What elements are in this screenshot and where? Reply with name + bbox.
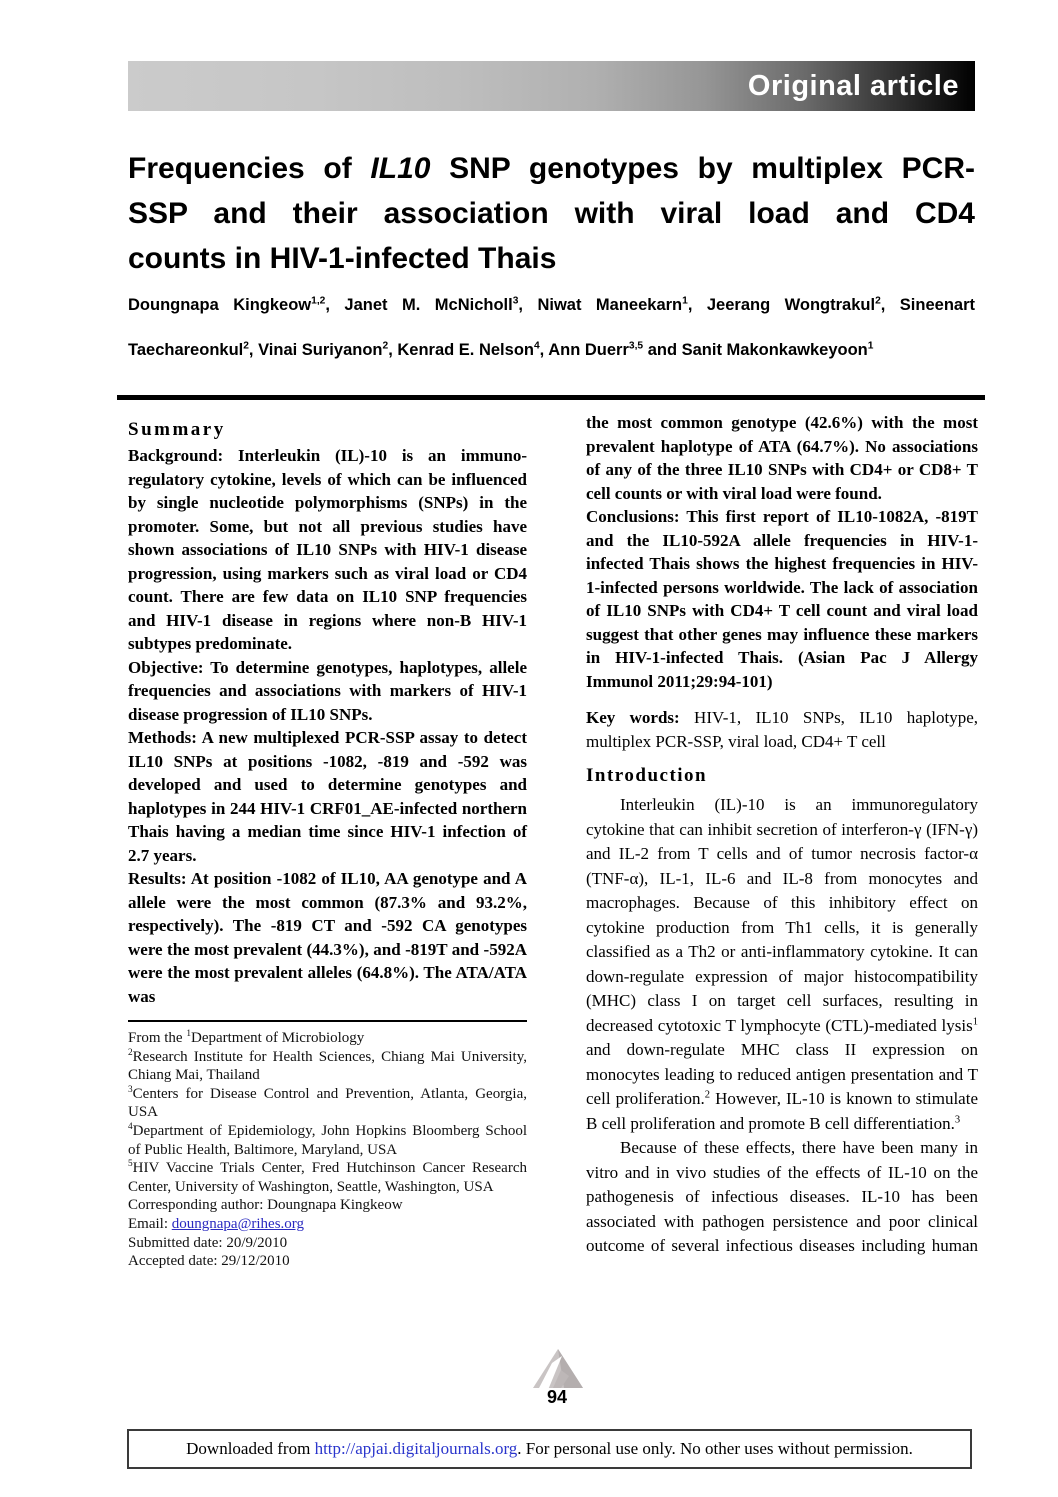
introduction-paragraph-1: Interleukin (IL)-10 is an immunoregulatory cytokine that can inhibit secretion of interferon-γ (IFN-γ) and IL-2 from T cells and of tumor necrosis factor-α (TNF-α), IL-1, IL-6 and IL-8 from monocytes and macrophages. Because of this inhibitory effect on cytokine production from Th1 cells, it is generally classified as a Th2 or anti-inflammatory cytokine. It can down-regulate expression of major histocompatibility (MHC) class I on target cell surfaces, resulting in decreased cytotoxic T lymphocyte (CTL)-mediated lysis$^1$ and down-regulate MHC class II expression on monocytes leading to reduced antigen presentation and T cell proliferation.$^2$ However, IL-10 is known to stimulate B cell proliferation and promote B cell differentiation.$^3$ [586, 795, 978, 1133]
summary-objective-paragraph: Objective: To determine genotypes, haplotypes, allele frequencies and associations with markers of HIV-1 disease progression of IL10 SNPs. [128, 657, 527, 724]
page-number: 94 [546, 1387, 568, 1407]
corresponding-author-line: Corresponding author: Doungnapa Kingkeow [128, 1197, 403, 1214]
accepted-date-line: Accepted date: 29/12/2010 [128, 1253, 290, 1270]
title-line: SSP and their association with viral load and CD4 [128, 197, 975, 230]
summary-continuation-paragraph: the most common genotype (42.6%) with the most prevalent haplotype of ATA (64.7%). No associations of any of the three IL10 SNPs with CD4+ or CD8+ T cell counts or with viral load were found. [586, 413, 978, 503]
affiliation-1: From the $^1$Department of Microbiology [128, 1029, 365, 1046]
keywords-text: HIV-1, IL10 SNPs, IL10 haplotype, multiplex PCR-SSP, viral load, CD4+ T cell [586, 708, 978, 751]
summary-background-paragraph: Background: Interleukin (IL)-10 is an immuno-regulatory cytokine, levels of which can be influenced by single nucleotide polymorphisms (SNPs) in the promoter. Some, but not all previous studies have shown associations of IL10 SNPs with HIV-1 disease progression, using markers such as viral load or CD4 count. There are few data on IL10 SNP frequencies and HIV-1 disease in regions where non-B HIV-1 subtypes predominate. [128, 446, 527, 653]
email-line [128, 1215, 527, 1234]
submitted-date-line: Submitted date: 20/9/2010 [128, 1234, 288, 1251]
affiliation-4: $^4$Department of Epidemiology, John Hopkins Bloomberg School of Public Health, Baltimore, Maryland, USA [128, 1121, 527, 1158]
keywords-label: Key words: [586, 708, 680, 727]
email-label: Email: [128, 1215, 172, 1232]
journal-url-link[interactable]: http://apjai.digitaljournals.org [314, 1439, 518, 1458]
introduction-heading: Introduction [586, 765, 708, 786]
introduction-paragraph-2: Because of these effects, there have been many in vitro and in vivo studies of the effects of IL-10 on the pathogenesis of infectious diseases. IL-10 has been associated with pathogen persistence and poor clinical outcome of several infectious diseases including human [586, 1138, 978, 1255]
author-line: Doungnapa Kingkeow$^{1,2}$, Janet M. McNicholl$^3$, Niwat Maneekarn$^1$, Jeerang Wongtrakul$^2$, Sineenart [128, 295, 975, 314]
right-column [586, 411, 978, 1259]
footnote-divider-rule [128, 1020, 527, 1022]
original-article-banner [128, 61, 975, 111]
banner-label: Original article [747, 69, 959, 102]
left-column [128, 419, 527, 1271]
article-title [128, 146, 975, 281]
apjai-triangle-logo-icon [531, 1348, 583, 1390]
affiliation-2: $^2$Research Institute for Health Sciences, Chiang Mai University, Chiang Mai, Thailand [128, 1047, 527, 1084]
author-line: Taechareonkul$^2$, Vinai Suriyanon$^2$, Kenrad E. Nelson$^4$, Ann Duerr$^{3,5}$ and Sanit Makonkawkeyoon$^1$ [128, 340, 874, 359]
title-line: Frequencies of IL10 SNP genotypes by multiplex PCR- [128, 152, 975, 185]
email-link[interactable]: doungnapa@rihes.org [171, 1215, 305, 1232]
download-pre-text: Downloaded from [186, 1439, 315, 1458]
summary-methods-paragraph: Methods: A new multiplexed PCR-SSP assay to detect IL10 SNPs at positions -1082, -819 and -592 was developed and used to determine genotypes and haplotypes in 244 HIV-1 CRF01_AE-infected northern Thais having a median time since HIV-1 infection of 2.7 years. [128, 728, 527, 865]
title-line: counts in HIV-1-infected Thais [128, 242, 557, 275]
summary-results-paragraph: Results: At position -1082 of IL10, AA genotype and A allele were the most common (87.3% and 93.2%, respectively). The -819 CT and -592 CA genotypes were the most prevalent (44.3%), and -819T and -592A were the most prevalent alleles (64.8%). The ATA/ATA was [128, 869, 527, 1006]
keywords-paragraph [586, 706, 978, 753]
download-post-text: . For personal use only. No other uses without permission. [517, 1439, 913, 1458]
summary-heading: Summary [128, 419, 226, 440]
download-notice-text [186, 1439, 913, 1459]
affiliation-5: $^5$HIV Vaccine Trials Center, Fred Hutchinson Cancer Research Center, University of Washington, Seattle, Washington, USA [128, 1159, 527, 1195]
footnotes-block [128, 1029, 527, 1271]
summary-conclusions-paragraph: Conclusions: This first report of IL10-1082A, -819T and the IL10-592A allele frequencies in HIV-1-infected Thais shows the highest frequencies in HIV-1-infected persons worldwide. The lack of association of IL10 SNPs with CD4+ T cell count and viral load suggest that other genes may influence these markers in HIV-1-infected Thais. (Asian Pac J Allergy Immunol 2011;29:94-101) [586, 507, 978, 691]
download-notice-box [127, 1429, 972, 1469]
affiliation-3: $^3$Centers for Disease Control and Prevention, Atlanta, Georgia, USA [128, 1084, 527, 1121]
header-divider-rule [117, 395, 985, 400]
author-list [128, 283, 975, 373]
